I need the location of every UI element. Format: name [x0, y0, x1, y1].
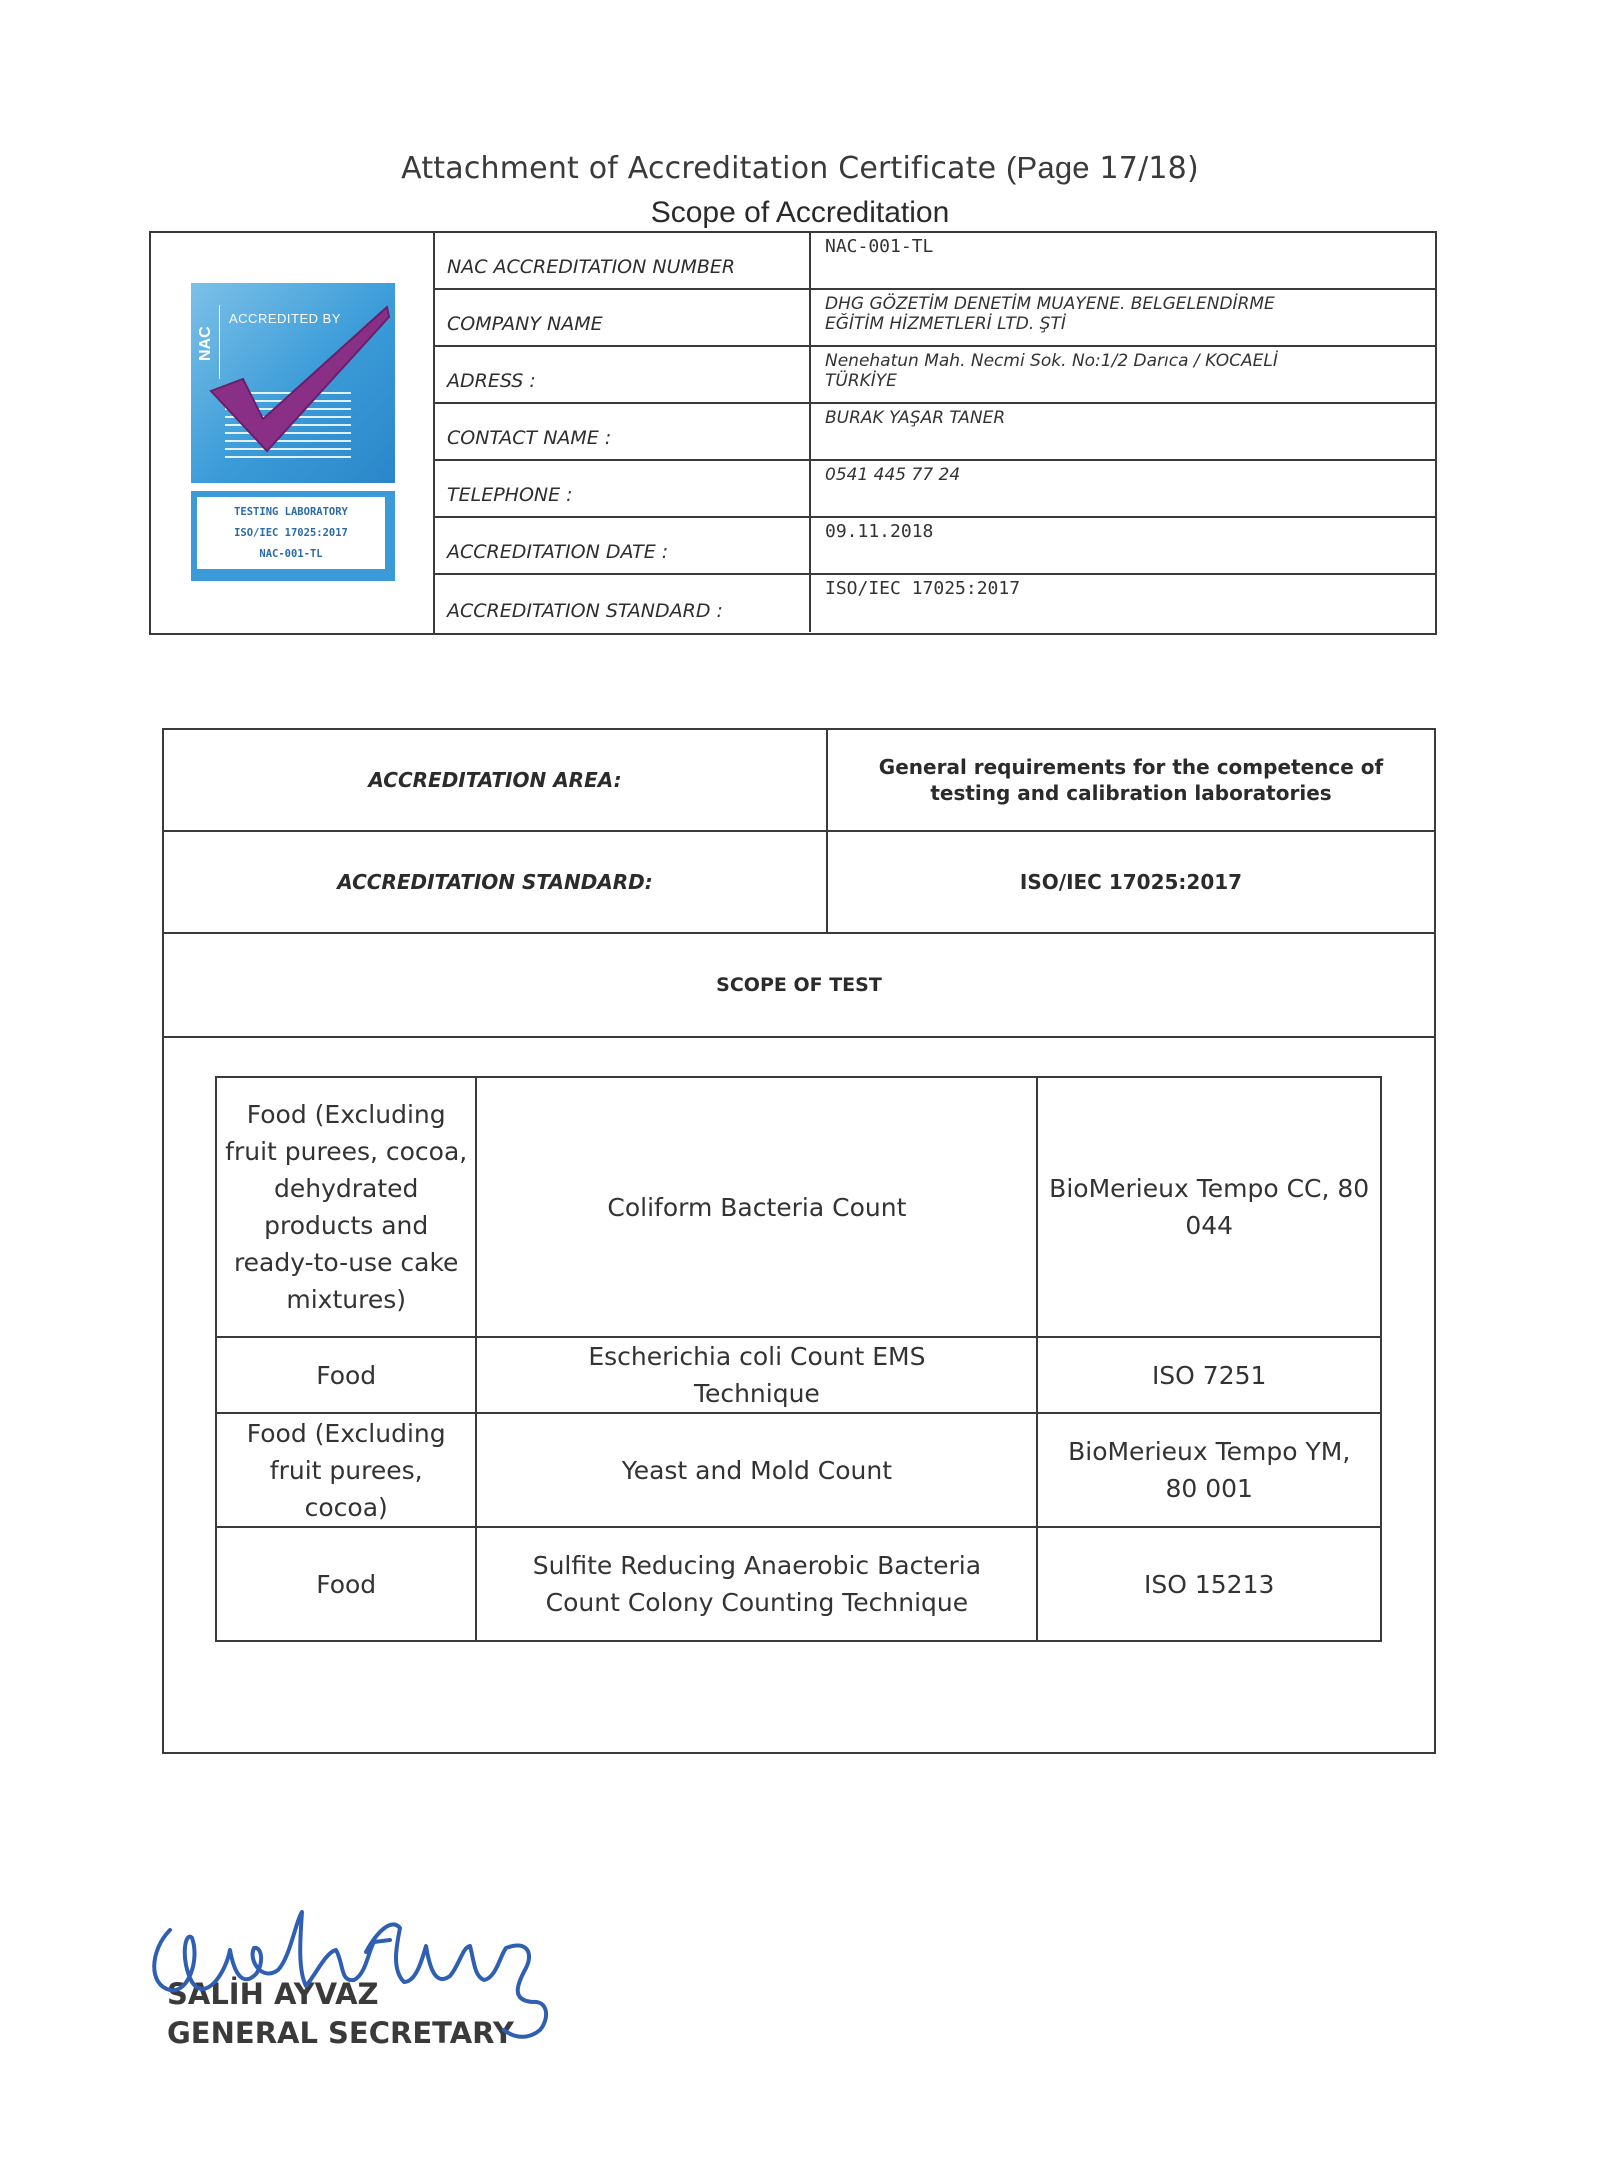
- page-word: (Page: [1006, 150, 1090, 185]
- matrix-cell: Food (Excluding fruit purees, cocoa, dehydrated products and ready-to-use cake mixtures): [216, 1077, 476, 1337]
- table-row: [216, 1413, 1381, 1527]
- table-row: [216, 1337, 1381, 1413]
- accreditation-info-table: [149, 231, 1437, 635]
- parameter-cell: Coliform Bacteria Count: [476, 1077, 1037, 1337]
- table-row: [216, 1077, 1381, 1337]
- attachment-title-text: Attachment of Accreditation Certificate: [401, 151, 997, 186]
- info-row-contact: [435, 404, 1435, 461]
- info-label: ACCREDITATION DATE :: [447, 541, 669, 563]
- area-row: [164, 730, 1434, 832]
- info-row-company: [435, 290, 1435, 347]
- info-row-standard: [435, 575, 1435, 632]
- standard-value: ISO/IEC 17025:2017: [1019, 870, 1243, 894]
- logo-band: [191, 491, 395, 581]
- matrix-cell: Food (Excluding fruit purees, cocoa): [216, 1413, 476, 1527]
- handwritten-signature: [130, 1890, 590, 2050]
- logo-line-2: ISO/IEC 17025:2017: [234, 527, 348, 539]
- info-row-telephone: [435, 461, 1435, 518]
- standard-label: ACCREDITATION STANDARD:: [337, 870, 653, 894]
- scope-title: Scope of Accreditation: [650, 196, 950, 229]
- info-label: COMPANY NAME: [447, 313, 603, 335]
- matrix-cell: Food: [216, 1337, 476, 1413]
- nac-logo: [191, 283, 395, 483]
- info-row-address: [435, 347, 1435, 404]
- info-label: ADRESS :: [447, 370, 536, 392]
- logo-line-1: TESTING LABORATORY: [234, 506, 348, 518]
- logo-cell: [151, 233, 435, 633]
- method-cell: ISO 15213: [1037, 1527, 1381, 1641]
- area-label: ACCREDITATION AREA:: [368, 768, 622, 792]
- signatory-title: GENERAL SECRETARY: [167, 2016, 514, 2050]
- parameter-cell: Yeast and Mold Count: [476, 1413, 1037, 1527]
- info-label: ACCREDITATION STANDARD :: [447, 600, 723, 622]
- method-cell: BioMerieux Tempo CC, 80 044: [1037, 1077, 1381, 1337]
- matrix-cell: Food: [216, 1527, 476, 1641]
- info-value: 0541 445 77 24: [825, 465, 961, 485]
- page-number: 17/18): [1099, 151, 1199, 186]
- info-row-date: [435, 518, 1435, 575]
- standard-row: [164, 832, 1434, 934]
- info-label: CONTACT NAME :: [447, 427, 612, 449]
- test-scope-table: [215, 1076, 1382, 1642]
- info-label: NAC ACCREDITATION NUMBER: [447, 256, 736, 278]
- nac-logo-letters: NAC: [193, 305, 220, 379]
- info-value: 09.11.2018: [825, 521, 934, 542]
- area-value: General requirements for the competence of testing and calibration laboratories: [878, 755, 1384, 805]
- info-value: NAC-001-TL: [825, 236, 934, 257]
- method-cell: ISO 7251: [1037, 1337, 1381, 1413]
- info-value: DHG GÖZETİM DENETİM MUAYENE. BELGELENDİRME EĞİTİM HİZMETLERİ LTD. ŞTİ: [825, 294, 1275, 334]
- logo-line-3: NAC-001-TL: [259, 548, 323, 560]
- info-value: Nenehatun Mah. Necmi Sok. No:1/2 Darıca / KOCAELİ TÜRKİYE: [825, 351, 1278, 391]
- method-cell: BioMerieux Tempo YM, 80 001: [1037, 1413, 1381, 1527]
- info-value: ISO/IEC 17025:2017: [825, 578, 1021, 599]
- accredited-by-text: ACCREDITED BY: [229, 311, 341, 326]
- info-label: TELEPHONE :: [447, 484, 573, 506]
- checkmark-icon: [191, 283, 395, 483]
- info-row-number: [435, 233, 1435, 290]
- parameter-cell: Escherichia coli Count EMS Technique: [476, 1337, 1037, 1413]
- table-row: [216, 1527, 1381, 1641]
- parameter-cell: Sulfite Reducing Anaerobic Bacteria Count Colony Counting Technique: [476, 1527, 1037, 1641]
- attachment-title: [0, 150, 1600, 186]
- signatory-name: SALİH AYVAZ: [167, 1977, 379, 2011]
- scope-of-test-row: [164, 934, 1434, 1038]
- scope-of-test-heading: SCOPE OF TEST: [716, 974, 882, 996]
- info-value: BURAK YAŞAR TANER: [825, 408, 1006, 428]
